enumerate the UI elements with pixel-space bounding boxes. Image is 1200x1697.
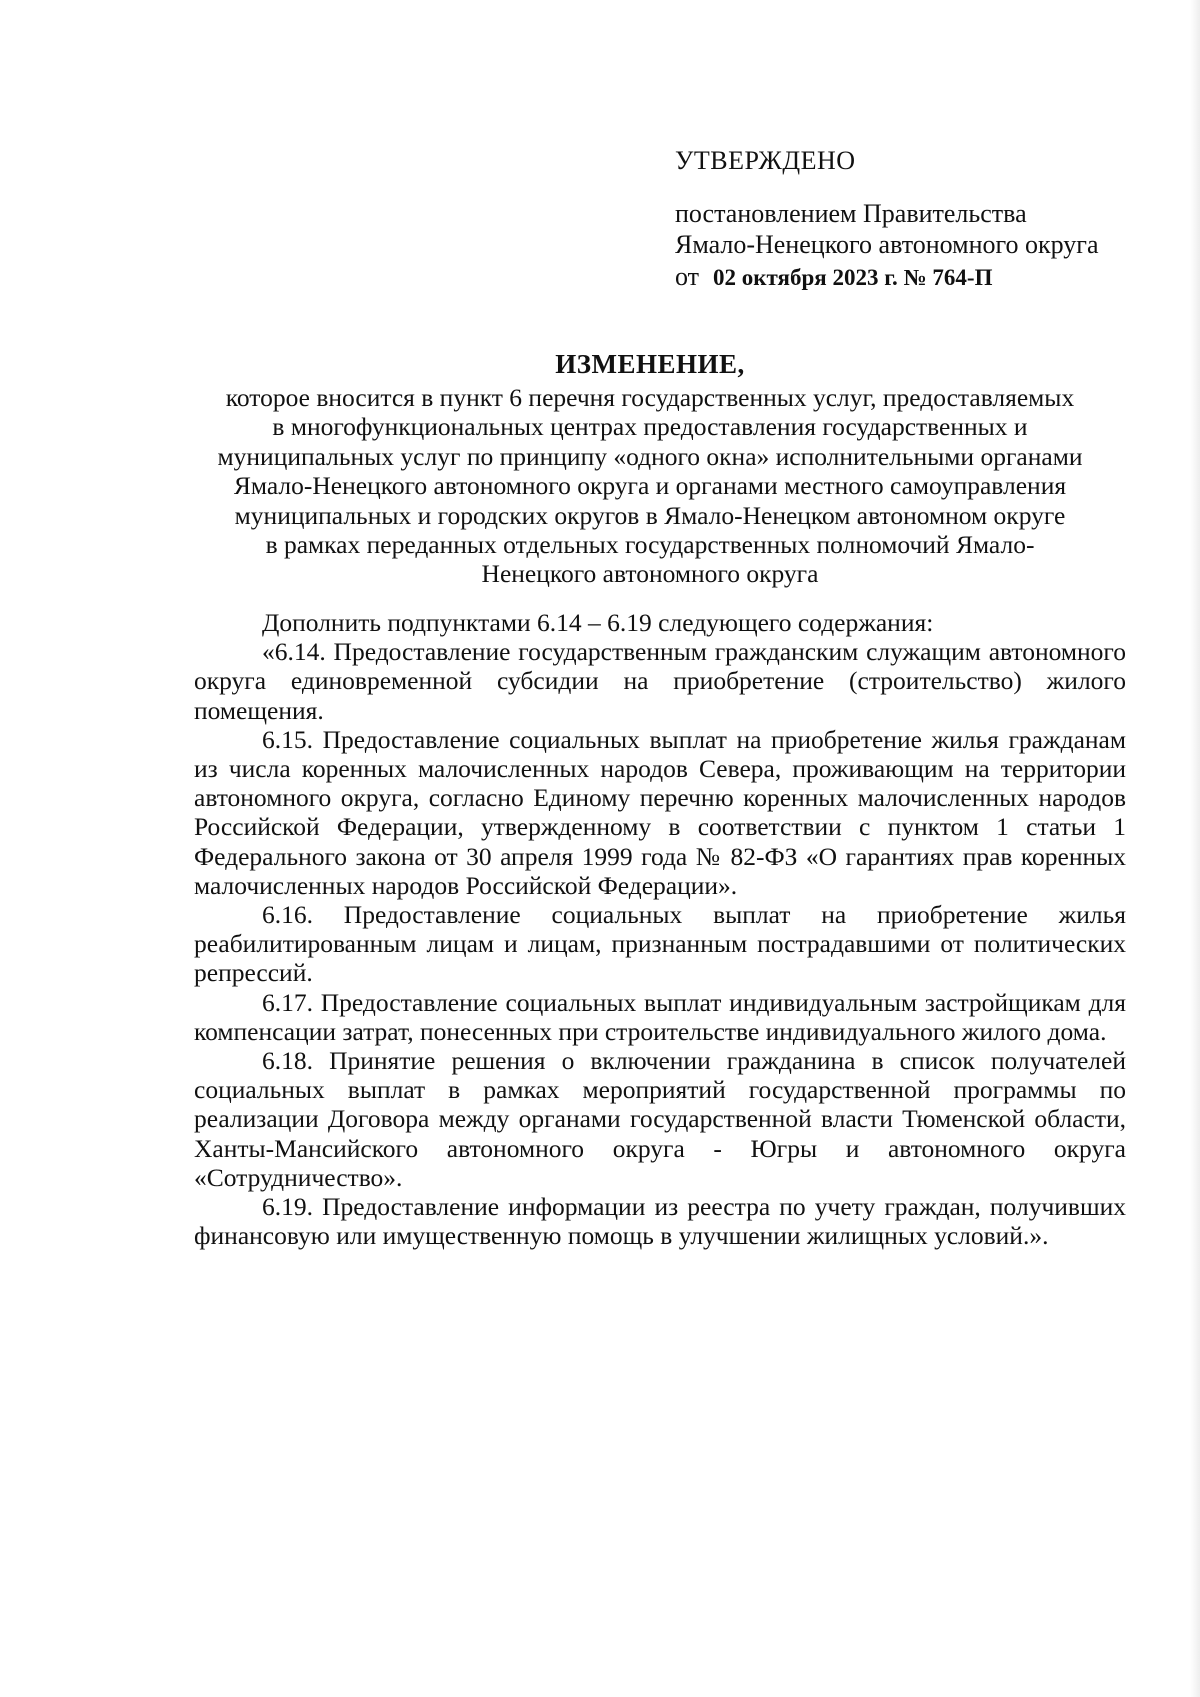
body-paragraph-6-16: 6.16. Предоставление социальных выплат на приобретение жилья реабилитированным лицам и лицам, признанным пострадавшими от политических репрессий. bbox=[194, 900, 1126, 988]
approval-line: постановлением Правительства bbox=[675, 199, 1027, 228]
title-subtitle-line: которое вносится в пункт 6 перечня государственных услуг, предоставляемых bbox=[225, 383, 1075, 412]
page-edge-shadow bbox=[1190, 0, 1200, 1697]
document-body bbox=[194, 608, 1126, 1250]
body-paragraph-intro: Дополнить подпунктами 6.14 – 6.19 следующего содержания: bbox=[262, 608, 934, 637]
title-subtitle-line: муниципальных услуг по принципу «одного окна» исполнительными органами bbox=[217, 441, 1083, 471]
title-subtitle-line: Ямало-Ненецкого автономного округа и органами местного самоуправления bbox=[233, 471, 1067, 501]
approval-date-line bbox=[675, 261, 1099, 293]
body-paragraph-6-18: 6.18. Принятие решения о включении гражданина в список получателей социальных выплат в рамках мероприятий государственной программы по реализации Договора между органами государственной власти Тюменской области, Ханты-Мансийского автономного округа - Югры и автономного округа «Сотрудничество». bbox=[194, 1046, 1126, 1192]
approval-stamp: УТВЕРЖДЕНО bbox=[675, 146, 856, 175]
title-subtitle-line: в рамках переданных отдельных государственных полномочий Ямало- bbox=[265, 530, 1035, 560]
body-paragraph-6-14: «6.14. Предоставление государственным гражданским служащим автономного округа единовременной субсидии на приобретение (строительство) жилого помещения. bbox=[194, 637, 1126, 725]
approval-block bbox=[675, 145, 1099, 293]
approval-date-value: 02 октября 2023 г. № 764-П bbox=[713, 265, 993, 290]
body-paragraph-6-17: 6.17. Предоставление социальных выплат индивидуальным застройщикам для компенсации затрат, понесенных при строительстве индивидуального жилого дома. bbox=[194, 987, 1126, 1046]
title-block bbox=[180, 345, 1120, 589]
title-subtitle-line: Ненецкого автономного округа bbox=[481, 559, 819, 589]
approval-line: Ямало-Ненецкого автономного округа bbox=[675, 230, 1099, 259]
document-title: ИЗМЕНЕНИЕ, bbox=[555, 349, 745, 379]
body-paragraph-6-15: 6.15. Предоставление социальных выплат на приобретение жилья гражданам из числа коренных малочисленных народов Севера, проживающим на территории автономного округа, согласно Единому перечню коренных малочисленных народов Российской Федерации, утвержденному в соответствии с пунктом 1 статьи 1 Федерального закона от 30 апреля 1999 года № 82-ФЗ «О гарантиях прав коренных малочисленных народов Российской Федерации». bbox=[194, 724, 1126, 900]
title-subtitle-line: в многофункциональных центрах предоставления государственных и bbox=[272, 412, 1028, 442]
title-subtitle-line: муниципальных и городских округов в Ямало-Ненецком автономном округе bbox=[234, 500, 1066, 530]
approval-date-prefix: от bbox=[675, 262, 700, 291]
body-paragraph-6-19: 6.19. Предоставление информации из реестра по учету граждан, получивших финансовую или имущественную помощь в улучшении жилищных условий.». bbox=[194, 1192, 1126, 1251]
